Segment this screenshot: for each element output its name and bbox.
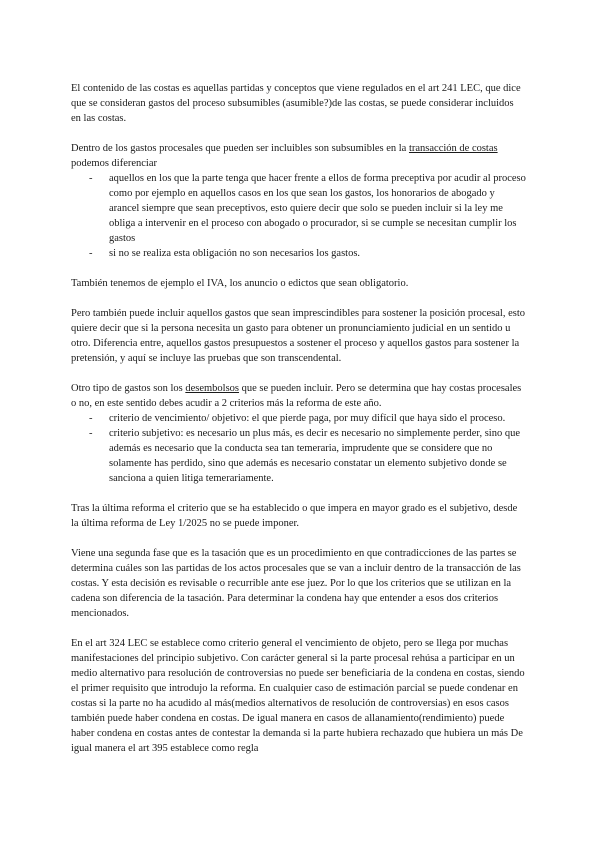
paragraph-text: que se pueden incluir. Pero se determina que hay costas procesales o no, en este sentido debes acudir a 2 criterios más la reforma de este año. xyxy=(71,383,522,409)
paragraph-essential-expenses: Pero también puede incluir aquellos gastos que sean imprescindibles para sostener la posición procesal, esto quiere decir que si la persona necesita un gasto para obtener un pronunciamiento judicial en un sentido u otro. Diferencia entre, aquellos gastos presupuestos a sostener el proceso y aquellos gastos para sostener la pretensión, y aquí se incluye las pruebas que son transcendental. xyxy=(71,308,525,364)
list-item: - si no se realiza esta obligación no son necesarios los gastos. xyxy=(71,246,526,261)
paragraph-last-reform: Tras la última reforma el criterio que se ha establecido o que impera en mayor grado es el subjetivo, desde la última reforma de Ley 1/2025 no se puede imponer. xyxy=(71,503,518,529)
underlined-term-transaccion: transacción de costas xyxy=(408,143,498,154)
criteria-list xyxy=(71,411,526,486)
list-item: - criterio subjetivo: es necesario un plus más, es decir es necesario no simplemente perder, sino que además es necesario que la conducta sea tan temeraria, imprudente que se considere que no solamente has perdido, sino que además es necesario constatar un elemento subjetivo donde se sanciona a quien litiga temerariamente. xyxy=(71,426,526,486)
paragraph-costs-content: El contenido de las costas es aquellas partidas y conceptos que viene regulados en el art 241 LEC, que dice que se consideran gastos del proceso subsumibles (asumible?)de las costas, se puede considerar incluidos en las costas. xyxy=(71,83,521,124)
underlined-term-desembolsos: desembolsos xyxy=(185,383,240,394)
paragraph-art-324: En el art 324 LEC se establece como criterio general el vencimiento de objeto, pero se llega por muchas manifestaciones del principio subjetivo. Con carácter general si la parte procesal rehúsa a participar en un medio alternativo para resolución de controversias no puede ser beneficiaria de la condena en costas, siendo el primer requisito que introdujo la reforma. En cualquier caso de estimación parcial se puede condenar en costas si la parte no ha acudido al más(medios alternativos de resolución de controversias) en esos casos también puede haber condena en costas. De igual manera en casos de allanamiento(rendimiento) puede haber condena en costas antes de contestar la demanda si la parte hubiera rechazado que hubiera un más De igual manera el art 395 establece como regla xyxy=(71,638,525,754)
list-item: - aquellos en los que la parte tenga que hacer frente a ellos de forma preceptiva por acudir al proceso como por ejemplo en aquellos casos en los que sean los gastos, los honorarios de abogado y arancel siempre que sean preceptivos, esto quiere decir que solo se pueden incluir si la ley me obliga a intervenir en el proceso con abogado o procurador, si se cumple se necesitan cumplir los gastos xyxy=(71,171,526,246)
document-body xyxy=(71,81,526,771)
paragraph-text: Otro tipo de gastos son los xyxy=(71,383,186,394)
paragraph-text: podemos diferenciar xyxy=(71,158,158,169)
paragraph-procedural-expenses xyxy=(71,141,526,171)
paragraph-taxation-phase: Viene una segunda fase que es la tasación que es un procedimiento en que contradicciones de las partes se determina cuáles son las partidas de los actos procesales que se van a incluir dentro de la transacción de las costas. Y esta decisión es revisable o recurrible ante ese juez. Por lo que los criterios que se utilizan en la cadena son diferencia de la tasación. Para determinar la condena hay que entender a esos dos criterios mencionados. xyxy=(71,548,521,619)
list-item: - criterio de vencimiento/ objetivo: el que pierde paga, por muy difícil que haya sido el proceso. xyxy=(71,411,526,426)
paragraph-iva-example: También tenemos de ejemplo el IVA, los anuncio o edictos que sean obligatorio. xyxy=(71,278,409,289)
paragraph-disbursements xyxy=(71,381,526,411)
expenses-list xyxy=(71,171,526,261)
paragraph-text: Dentro de los gastos procesales que pueden ser incluibles son subsumibles en la xyxy=(71,143,409,154)
